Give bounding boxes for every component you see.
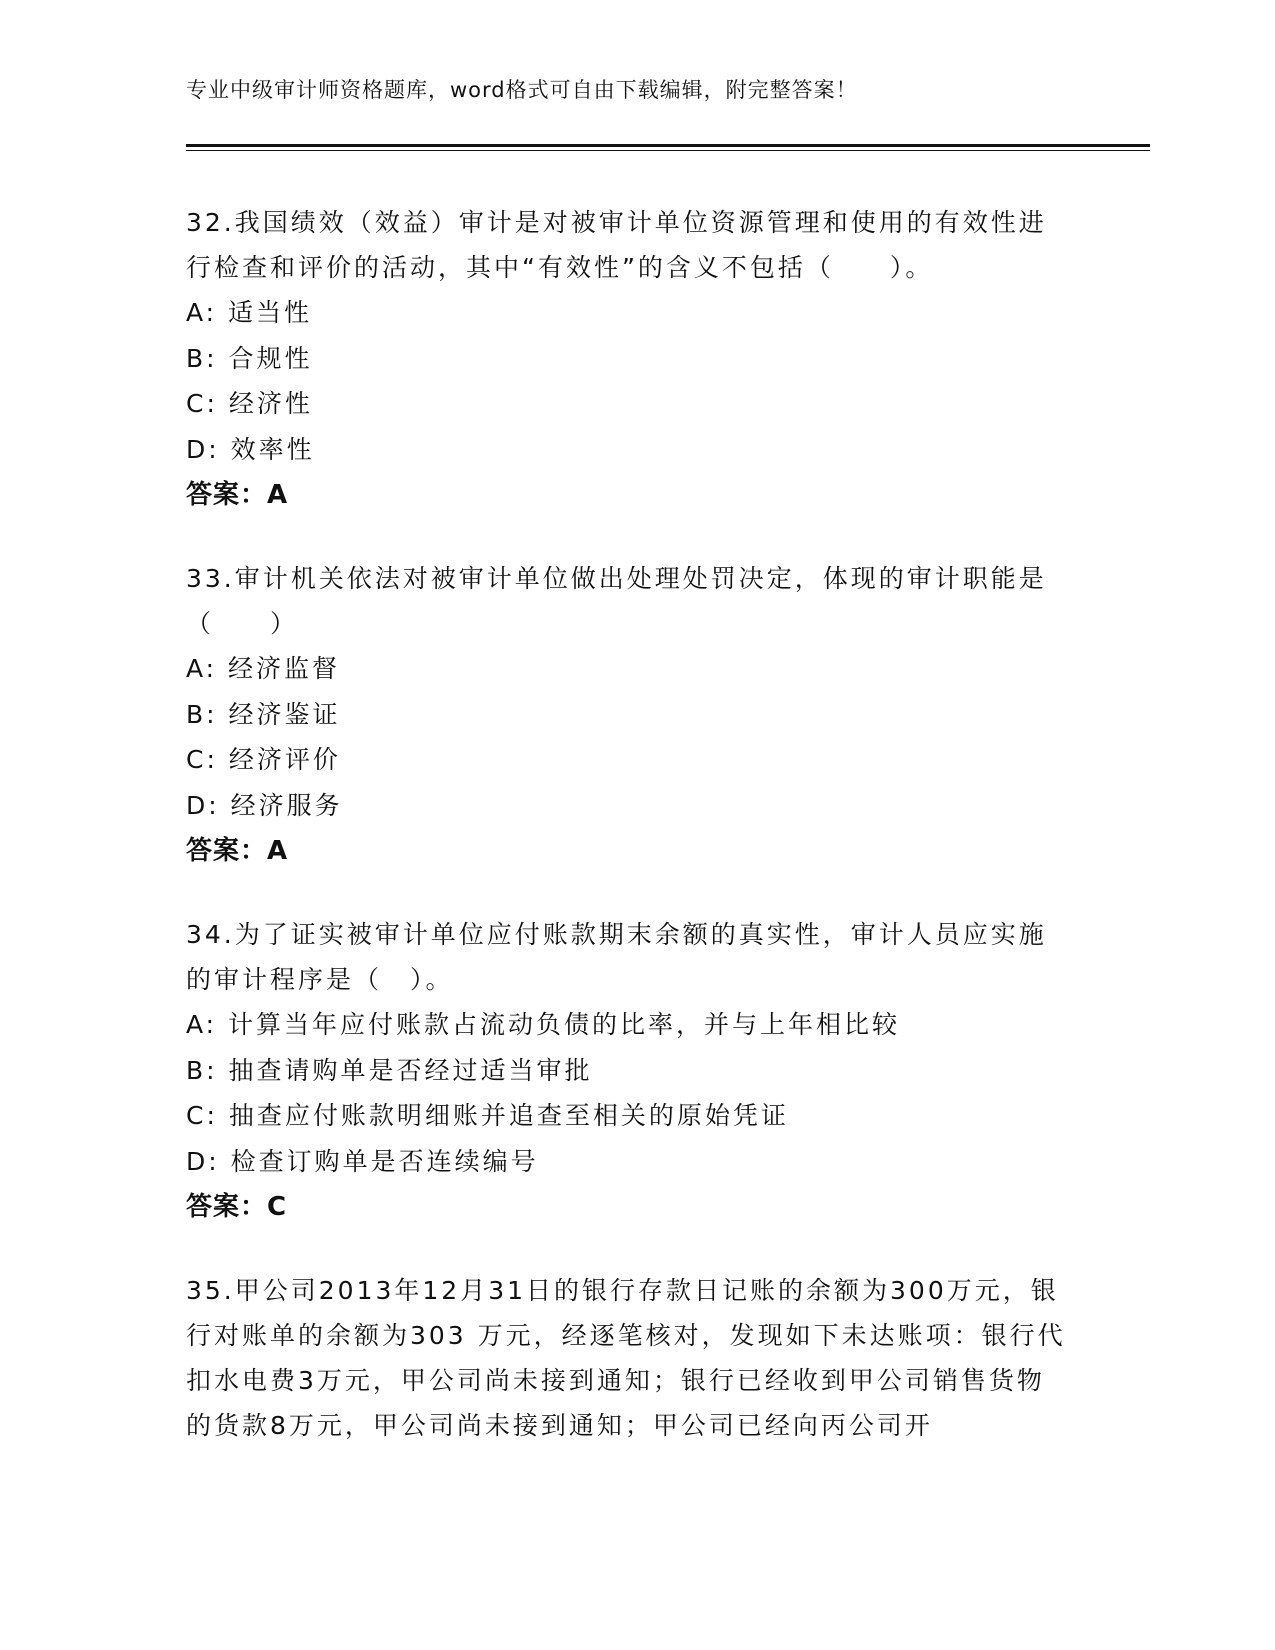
- page-header: 专业中级审计师资格题库，word格式可自由下载编辑，附完整答案！: [186, 78, 858, 102]
- question-stem: 35.甲公司2013年12月31日的银行存款日记账的余额为300万元，银行对账单的余额为303 万元，经逐笔核对，发现如下未达账项：银行代扣水电费3万元，甲公司尚未接到通知；银行已经收到甲公司销售货物的货款8万元，甲公司尚未接到通知；甲公司已经向丙公司开: [186, 1276, 1066, 1440]
- option-b: B: 抽查请购单是否经过适当审批: [186, 1055, 593, 1085]
- answer-line: 答案：A: [186, 480, 289, 510]
- question-32: [186, 200, 1066, 518]
- option-c: C: 经济评价: [186, 745, 341, 774]
- answer-line: 答案：C: [186, 1192, 288, 1222]
- answer-line: 答案：A: [186, 836, 289, 866]
- question-stem: 34.为了证实被审计单位应付账款期末余额的真实性，审计人员应实施的审计程序是（ ）。: [186, 920, 1047, 994]
- option-b: B: 合规性: [186, 343, 313, 373]
- question-35: [186, 1268, 1066, 1448]
- option-d: D: 经济服务: [186, 790, 343, 820]
- question-stem: 32.我国绩效（效益）审计是对被审计单位资源管理和使用的有效性进行检查和评价的活动，其中“有效性”的含义不包括（ ）。: [186, 208, 1047, 282]
- question-stem: 33.审计机关依法对被审计单位做出处理处罚决定，体现的审计职能是（ ）: [186, 564, 1047, 638]
- header-rule-thick: [186, 144, 1150, 147]
- question-list: [186, 200, 1066, 1486]
- option-d: D: 效率性: [186, 434, 315, 464]
- option-a: A: 适当性: [186, 298, 313, 327]
- option-c: C: 经济性: [186, 389, 313, 418]
- option-b: B: 经济鉴证: [186, 699, 341, 729]
- option-d: D: 检查订购单是否连续编号: [186, 1146, 539, 1176]
- header-rule-thin: [186, 150, 1150, 151]
- option-a: A: 经济监督: [186, 654, 341, 683]
- option-a: A: 计算当年应付账款占流动负债的比率，并与上年相比较: [186, 1010, 901, 1039]
- question-33: [186, 556, 1066, 874]
- question-34: [186, 912, 1066, 1230]
- option-c: C: 抽查应付账款明细账并追查至相关的原始凭证: [186, 1101, 789, 1130]
